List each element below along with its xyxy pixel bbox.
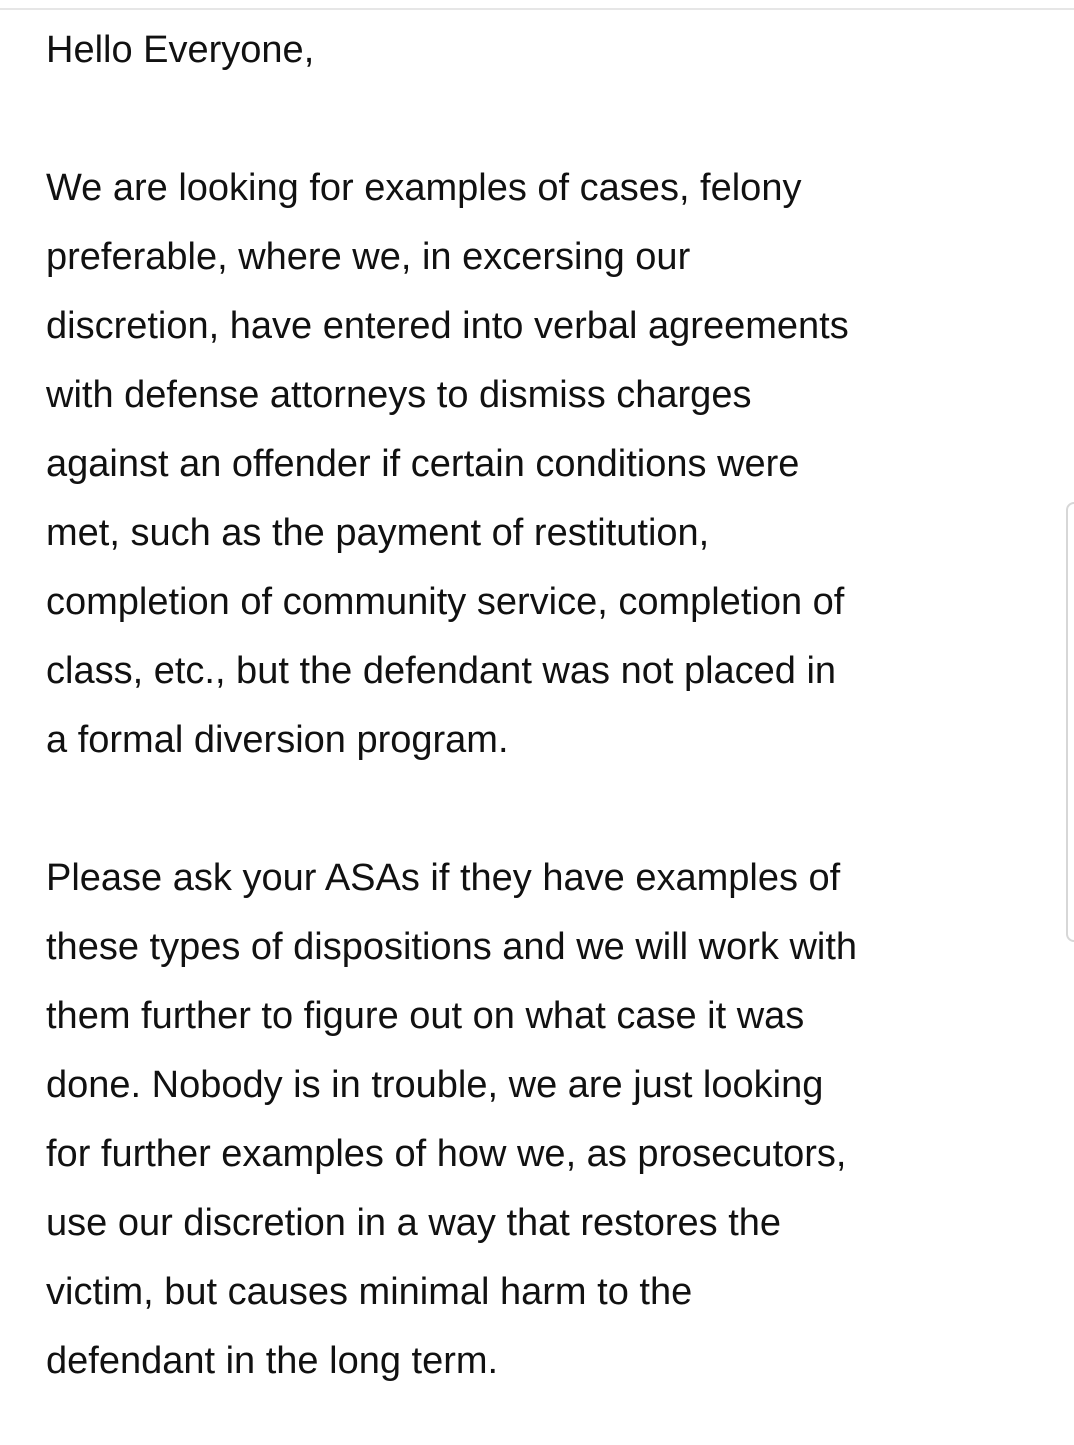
email-body [46,16,1046,1396]
text-line: preferable, where we, in excersing our [46,236,691,278]
text-line: victim, but causes minimal harm to the [46,1271,693,1313]
text-line: them further to figure out on what case it was [46,995,805,1037]
text-line: We are looking for examples of cases, felony [46,167,802,209]
text-line: done. Nobody is in trouble, we are just looking [46,1064,824,1106]
email-greeting: Hello Everyone, [46,29,315,71]
text-line: these types of dispositions and we will work with [46,926,858,968]
email-paragraph-1 [46,154,1046,775]
text-line: completion of community service, completion of [46,581,845,623]
text-line: a formal diversion program. [46,719,509,761]
text-line: defendant in the long term. [46,1340,499,1382]
text-line: class, etc., but the defendant was not placed in [46,650,837,692]
text-line: against an offender if certain conditions were [46,443,800,485]
paragraph-gap [46,85,1046,154]
text-line: Please ask your ASAs if they have examples of [46,857,841,899]
text-line: discretion, have entered into verbal agreements [46,305,849,347]
text-line: for further examples of how we, as prosecutors, [46,1133,847,1175]
text-line: use our discretion in a way that restores the [46,1202,782,1244]
text-line: met, such as the payment of restitution, [46,512,710,554]
text-line: with defense attorneys to dismiss charges [46,374,752,416]
email-paragraph-2 [46,844,1046,1396]
top-divider [0,8,1074,10]
scroll-handle[interactable] [1066,502,1074,942]
paragraph-gap [46,775,1046,844]
